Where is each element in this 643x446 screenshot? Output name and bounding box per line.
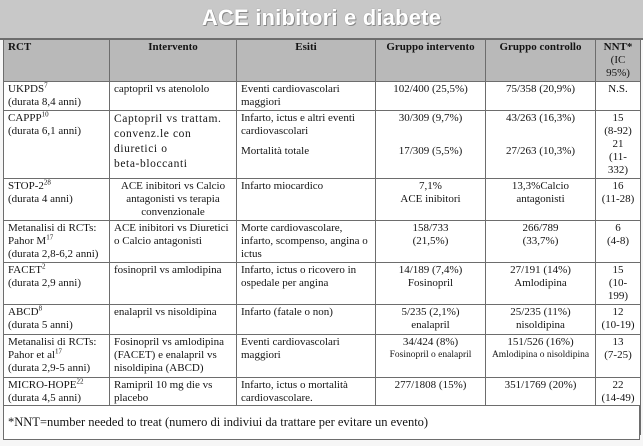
rct-duration: (durata 2,9-5 anni): [8, 362, 91, 374]
header-nnt: [596, 40, 641, 82]
table-row: [4, 305, 641, 335]
rct-name: STOP-2: [8, 180, 44, 192]
gruppo-intervento-cell: 7,1% ACE inibitori: [376, 179, 486, 221]
rct-ref: 8: [38, 304, 43, 313]
rct-duration: (durata 5 anni): [8, 319, 73, 331]
table-row: [4, 179, 641, 221]
nnt-cell: 6 (4-8): [596, 221, 641, 263]
gruppo-intervento-cell: 102/400 (25,5%): [376, 82, 486, 111]
rct-name: UKPDS: [8, 83, 45, 95]
table-row: [4, 335, 641, 378]
rct-duration: (durata 6,1 anni): [8, 125, 81, 137]
intervento-cell: captopril vs atenololo: [110, 82, 237, 111]
rct-cell: [4, 179, 110, 221]
intervento-cell: enalapril vs nisoldipina: [110, 305, 237, 335]
nnt-cell: N.S.: [596, 82, 641, 111]
gruppo-controllo-cell: 25/235 (11%) nisoldipina: [486, 305, 596, 335]
rct-name: FACET: [8, 264, 43, 276]
intervento-cell: ACE inibitori vs Diuretici o Calcio antagonisti: [110, 221, 237, 263]
nnt-cell: 22 (14-49): [596, 378, 641, 435]
intervento-cell: Captopril vs trattam. convenz.le con diuretici o beta-bloccanti: [110, 111, 237, 179]
header-intervento: Intervento: [110, 40, 237, 82]
results-table: [3, 39, 641, 435]
rct-name: MICRO-HOPE: [8, 379, 77, 391]
rct-ref: 28: [43, 178, 51, 187]
page-title: ACE inibitori e diabete: [201, 5, 442, 30]
rct-name: Metanalisi di RCTs:: [8, 222, 97, 234]
gruppo-intervento-cell: 277/1808 (15%): [376, 378, 486, 435]
rct-cell: [4, 263, 110, 305]
rct-cell: [4, 82, 110, 111]
rct-cell: [4, 111, 110, 179]
table-header-row: [4, 40, 641, 82]
table-row: [4, 111, 641, 179]
esiti-cell: Infarto, ictus e altri eventi cardiovascolari Mortalità totale: [237, 111, 376, 179]
rct-duration: (durata 4,5 anni): [8, 392, 81, 404]
header-rct: RCT: [4, 40, 110, 82]
table-row: [4, 82, 641, 111]
rct-name-2: Pahor et al: [8, 349, 56, 361]
gruppo-intervento-cell: 30/309 (9,7%) 17/309 (5,5%): [376, 111, 486, 179]
rct-duration: (durata 2,8-6,2 anni): [8, 248, 99, 260]
rct-cell: [4, 305, 110, 335]
header-gruppo-intervento: Gruppo intervento: [376, 40, 486, 82]
rct-name: CAPPP: [8, 112, 42, 124]
rct-duration: (durata 8,4 anni): [8, 96, 81, 108]
rct-ref: 17: [55, 347, 63, 356]
esiti-cell: Infarto (fatale o non): [237, 305, 376, 335]
rct-duration: (durata 2,9 anni): [8, 277, 81, 289]
esiti-cell: Infarto, ictus o ricovero in ospedale per angina: [237, 263, 376, 305]
gruppo-controllo-cell: 151/526 (16%) Amlodipina o nisoldipina: [486, 335, 596, 378]
table-row: [4, 263, 641, 305]
rct-cell: [4, 221, 110, 263]
nnt-cell: 16 (11-28): [596, 179, 641, 221]
intervento-cell: fosinopril vs amlodipina: [110, 263, 237, 305]
rct-ref: 10: [41, 110, 49, 119]
gruppo-controllo-cell: 266/789 (33,7%): [486, 221, 596, 263]
intervento-cell: Fosinopril vs amlodipina (FACET) e enalapril vs nisoldipina (ABCD): [110, 335, 237, 378]
gruppo-intervento-cell: 158/733 (21,5%): [376, 221, 486, 263]
rct-duration: (durata 4 anni): [8, 193, 73, 205]
nnt-cell: 15 (10-199): [596, 263, 641, 305]
header-esiti: Esiti: [237, 40, 376, 82]
esiti-cell: Morte cardiovascolare, infarto, scompenso, angina o ictus: [237, 221, 376, 263]
nnt-cell: 13 (7-25): [596, 335, 641, 378]
gruppo-intervento-cell: 14/189 (7,4%) Fosinopril: [376, 263, 486, 305]
gruppo-controllo-cell: 75/358 (20,9%): [486, 82, 596, 111]
footnote: *NNT=number needed to treat (numero di indiviui da trattare per evitare un evento): [3, 405, 640, 440]
gruppo-controllo-cell: 43/263 (16,3%) 27/263 (10,3%): [486, 111, 596, 179]
header-gruppo-controllo: Gruppo controllo: [486, 40, 596, 82]
gruppo-controllo-cell: 351/1769 (20%): [486, 378, 596, 435]
table-row: [4, 221, 641, 263]
header-nnt-ci: (IC 95%): [606, 54, 630, 79]
rct-ref: 7: [44, 81, 48, 90]
rct-ref: 17: [46, 233, 54, 242]
nnt-cell: 15 (8-92) 21 (11-332): [596, 111, 641, 179]
esiti-cell: Infarto miocardico: [237, 179, 376, 221]
rct-name-2: Pahor M: [8, 235, 47, 247]
gruppo-intervento-cell: 5/235 (2,1%) enalapril: [376, 305, 486, 335]
rct-ref: 22: [76, 377, 84, 386]
rct-name: ABCD: [8, 306, 39, 318]
gruppo-controllo-cell: 27/191 (14%) Amlodipina: [486, 263, 596, 305]
gruppo-intervento-cell: 34/424 (8%) Fosinopril o enalapril: [376, 335, 486, 378]
rct-ref: 2: [42, 262, 46, 271]
header-nnt-label: NNT*: [603, 41, 633, 53]
esiti-cell: Infarto, ictus o mortalità cardiovascolare.: [237, 378, 376, 435]
intervento-cell: ACE inibitori vs Calcio antagonisti vs terapia convenzionale: [110, 179, 237, 221]
esiti-cell: Eventi cardiovascolari maggiori: [237, 335, 376, 378]
rct-cell: [4, 335, 110, 378]
intervento-cell: Ramipril 10 mg die vs placebo: [110, 378, 237, 435]
esiti-cell: Eventi cardiovascolari maggiori: [237, 82, 376, 111]
nnt-cell: 12 (10-19): [596, 305, 641, 335]
rct-name: Metanalisi di RCTs:: [8, 336, 97, 348]
gruppo-controllo-cell: 13,3%Calcio antagonisti: [486, 179, 596, 221]
